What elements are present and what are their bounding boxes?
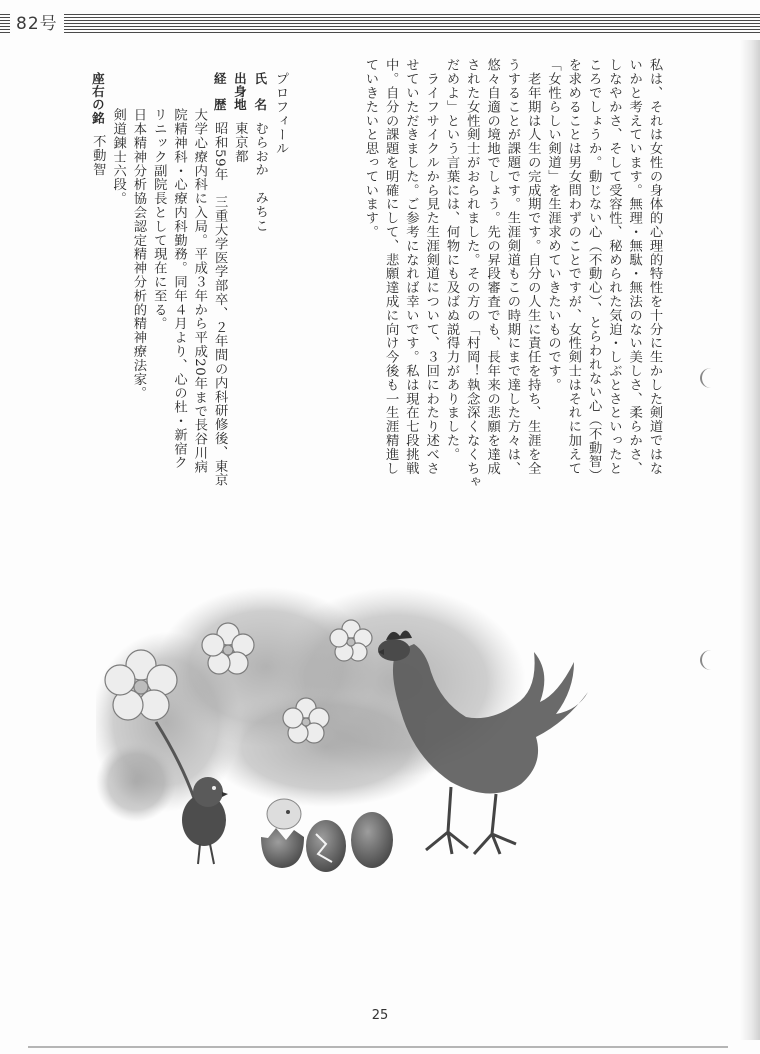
career-line: 日本精神分析協会認定精神分析的精神療法家。 xyxy=(130,108,146,400)
profile-motto-row xyxy=(87,72,107,487)
body-line: いかと考えています。無理・無駄・無法のない美しさ、柔らかさ、 xyxy=(626,58,642,475)
page-number: 25 xyxy=(371,1008,389,1023)
body-line: ていきたいと思っています。 xyxy=(362,58,378,239)
body-line: 中。自分の課題を明確にして、悲願達成に向け今後も一生涯精進し xyxy=(383,58,399,475)
author-profile xyxy=(87,72,290,487)
article-body xyxy=(360,58,664,489)
career-line: 院精神科・心療内科勤務。同年４月より、心の杜・新宿ク xyxy=(171,108,187,470)
birthplace-value: 東京都 xyxy=(232,121,248,164)
motto-label: 座右の銘 xyxy=(90,72,106,125)
body-line: だめよ」という言葉には、何物にも及ばぬ説得力がありました。 xyxy=(444,58,460,462)
body-line: ころでしょうか。動じない心（不動心）、とらわれない心（不動智） xyxy=(586,58,602,483)
binder-hole-mark xyxy=(700,650,722,670)
name-label: 氏 名 xyxy=(252,72,268,112)
career-line: 大学心療内科に入局。平成３年から平成20年まで長谷川病 xyxy=(191,108,207,474)
body-line: せていただきました。ご参考になれば幸いです。私は現在七段挑戦 xyxy=(403,58,419,475)
motto-value: 不動智 xyxy=(90,134,106,177)
cracked-egg xyxy=(306,820,346,872)
body-line: された女性剣士がおられました。その方の「村岡！執念深くなくちゃ xyxy=(464,58,480,489)
page-edge-shadow xyxy=(740,40,760,1040)
body-line: しなやかさ、そして受容性、秘められた気迫・しぶとさといったと xyxy=(606,58,622,475)
name-value: むらおか みちこ xyxy=(252,121,268,233)
bottom-rule xyxy=(28,1046,728,1048)
profile-name-row xyxy=(249,72,269,487)
binder-hole-mark xyxy=(700,368,722,388)
body-line: うすることが課題です。生涯剣道もこの時期にまで達した方々は、 xyxy=(504,58,520,475)
career-label: 経 歴 xyxy=(212,72,228,112)
rooster-chick-illustration xyxy=(96,572,624,906)
whole-egg xyxy=(351,812,393,868)
career-line: リニック副院長として現在に至る。 xyxy=(151,108,167,331)
birthplace-label: 出身地 xyxy=(232,72,248,112)
hatching-egg xyxy=(261,799,304,868)
body-line: ライフサイクルから見た生涯剣道について、３回にわたり述べさ xyxy=(423,58,439,475)
header-rule xyxy=(0,14,760,34)
issue-number: 82号 xyxy=(10,14,64,34)
profile-title: プロフィール xyxy=(273,72,288,156)
body-line: 悠々自適の境地でしょう。先の昇段審査でも、長年来の悲願を達成 xyxy=(484,58,500,475)
body-line: を求めることは男女問わずのことですが、女性剣士はそれに加えて xyxy=(565,58,581,475)
body-line: 老年期は人生の完成期です。自分の人生に責任を持ち、生涯を全 xyxy=(525,58,541,475)
profile-birthplace-row xyxy=(229,72,249,487)
career-line: 昭和59年 三重大学医学部卒、２年間の内科研修後、東京 xyxy=(212,121,228,487)
career-line: 剣道錬士六段。 xyxy=(110,108,126,206)
body-line: 「女性らしい剣道」を生涯求めていきたいものです。 xyxy=(545,58,561,392)
profile-career-row xyxy=(209,72,229,487)
body-line: 私は、それは女性の身体的心理的特性を十分に生かした剣道ではな xyxy=(647,58,662,475)
